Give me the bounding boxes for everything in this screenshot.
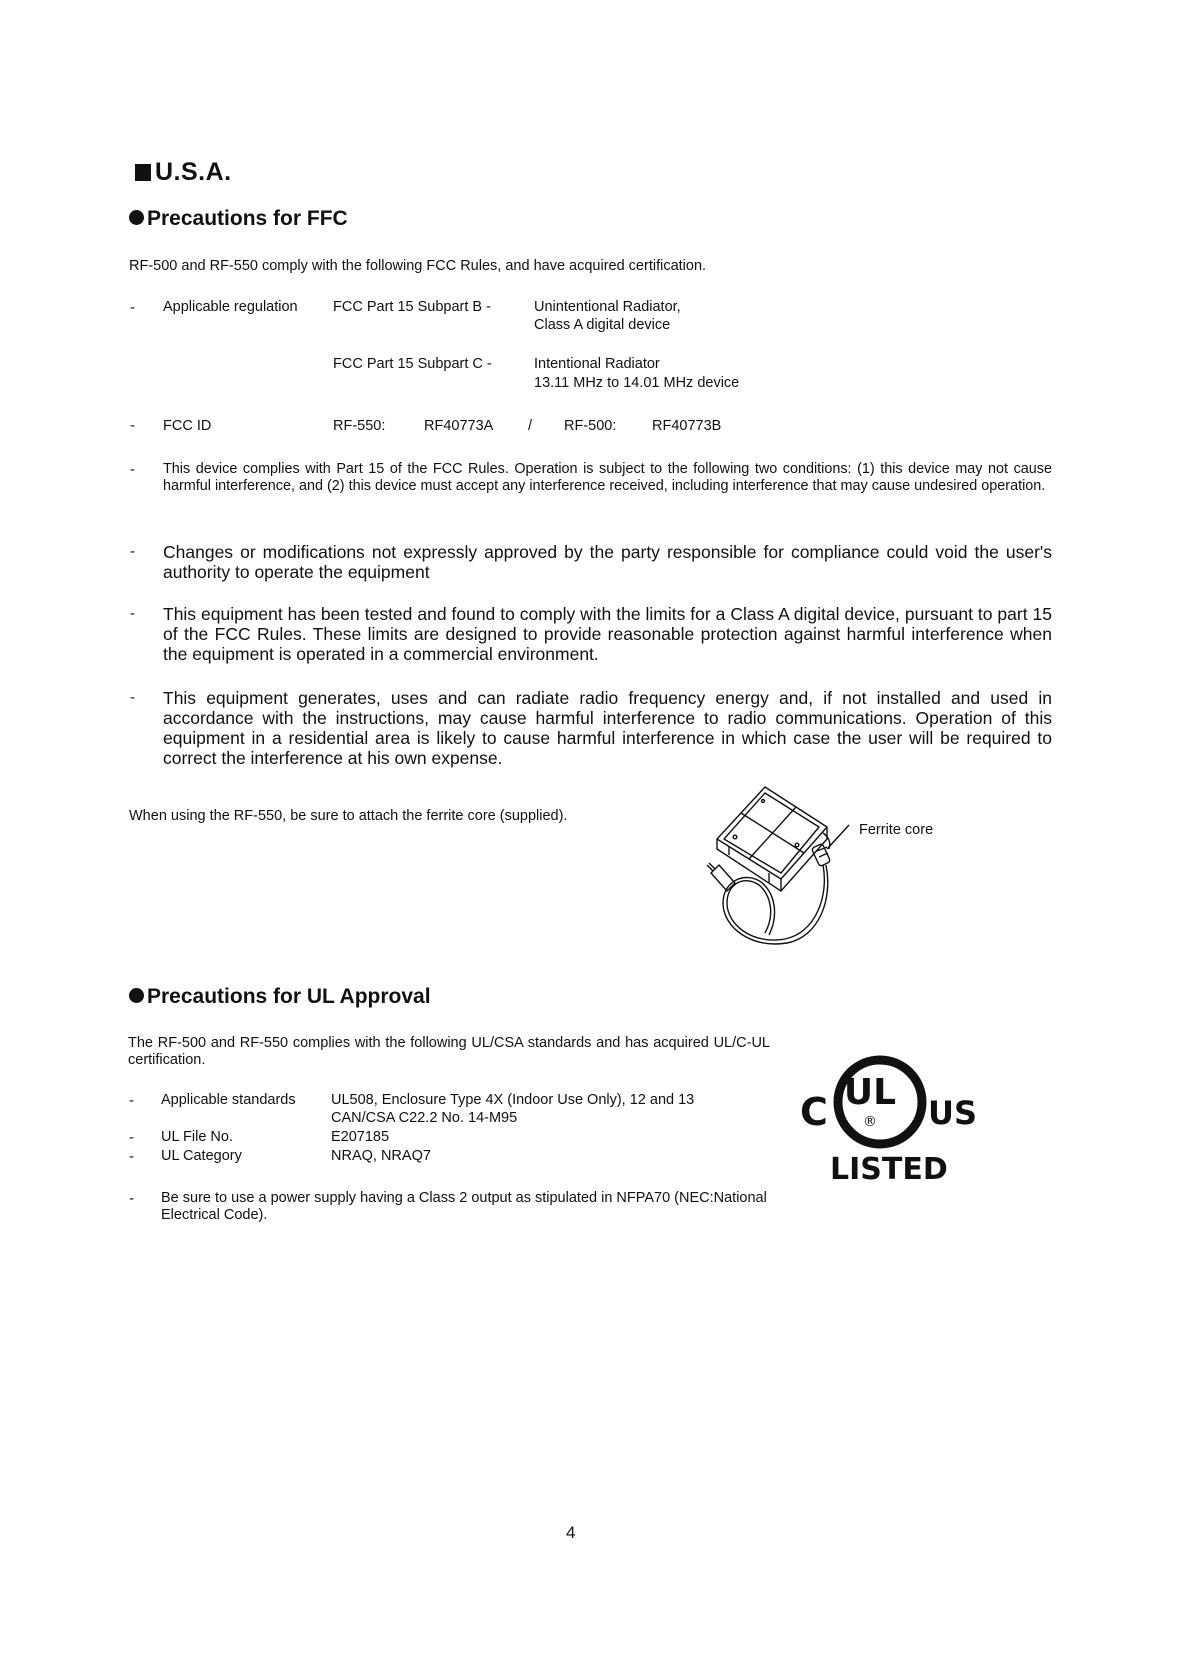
file-value: E207185 <box>331 1129 390 1145</box>
ferrite-note: When using the RF-550, be sure to attach the ferrite core (supplied). <box>129 808 568 824</box>
dash-bullet: - <box>130 543 135 560</box>
generates-paragraph: This equipment generates, uses and can radiate radio frequency energy and, if not installed and used in accordance with the instructions, may cause harmful interference to radio communications. Operation of this equipment in a residential area is likely to cause harmful interference in which case the user will be required to correct the interference at his own expense. <box>163 688 1052 768</box>
dash-bullet: - <box>129 1092 134 1109</box>
square-bullet-icon <box>135 164 151 181</box>
regulation-2-part: FCC Part 15 Subpart C - <box>333 356 492 372</box>
dash-bullet: - <box>130 689 135 706</box>
regulation-1-line1: Unintentional Radiator, <box>534 299 681 315</box>
region-heading: U.S.A. <box>135 158 232 187</box>
ferrite-core-illustration <box>705 785 905 995</box>
standards-line-1: UL508, Enclosure Type 4X (Indoor Use Only), 12 and 13 <box>331 1092 695 1108</box>
regulation-1-part: FCC Part 15 Subpart B - <box>333 299 491 315</box>
fccid-value-1: RF40773A <box>424 418 494 434</box>
ferrite-core-label: Ferrite core <box>859 822 934 838</box>
ul-intro: The RF-500 and RF-550 complies with the following UL/CSA standards and has acquired UL/C-UL certification. <box>128 1035 770 1068</box>
registered-mark: ® <box>863 1114 877 1130</box>
dash-bullet: - <box>130 299 135 316</box>
regulation-1-line2: Class A digital device <box>534 317 671 333</box>
regulation-2-line2: 13.11 MHz to 14.01 MHz device <box>534 375 740 391</box>
ul-heading: Precautions for UL Approval <box>129 985 431 1009</box>
fcc-heading: Precautions for FFC <box>129 207 348 231</box>
ul-mark-us: US <box>928 1094 978 1132</box>
changes-paragraph: Changes or modifications not expressly approved by the party responsible for compliance could void the user's authority to operate the equipment <box>163 542 1052 582</box>
regulation-label: Applicable regulation <box>163 299 298 315</box>
ul-mark-c: C <box>800 1090 828 1134</box>
standards-label: Applicable standards <box>161 1092 296 1108</box>
dash-bullet: - <box>130 461 135 478</box>
bullet-icon <box>129 988 144 1003</box>
dash-bullet: - <box>130 417 135 434</box>
fccid-model-1: RF-550: <box>333 418 386 434</box>
standards-line-2: CAN/CSA C22.2 No. 14-M95 <box>331 1110 518 1126</box>
fcc-intro: RF-500 and RF-550 comply with the following FCC Rules, and have acquired certification. <box>129 258 707 274</box>
ul-mark-listed: LISTED <box>830 1152 948 1187</box>
regulation-2-line1: Intentional Radiator <box>534 356 660 372</box>
ul-circle-icon <box>830 1052 930 1152</box>
dash-bullet: - <box>129 1148 134 1165</box>
fccid-model-2: RF-500: <box>564 418 617 434</box>
part15-paragraph: This device complies with Part 15 of the FCC Rules. Operation is subject to the following two conditions: (1) this device may not cause harmful interference, and (2) this device must accept any interference received, including interference that may cause undesired operation. <box>163 461 1052 494</box>
bullet-icon <box>129 210 144 225</box>
category-value: NRAQ, NRAQ7 <box>331 1148 431 1164</box>
tested-paragraph: This equipment has been tested and found to comply with the limits for a Class A digital device, pursuant to part 15 of the FCC Rules. These limits are designed to provide reasonable protection against harmful interference when the equipment is operated in a commercial environment. <box>163 604 1052 664</box>
fccid-value-2: RF40773B <box>652 418 722 434</box>
ul-mark-letters: UL <box>843 1072 897 1113</box>
fccid-separator: / <box>528 418 533 434</box>
file-label: UL File No. <box>161 1129 233 1145</box>
fccid-label: FCC ID <box>163 418 212 434</box>
dash-bullet: - <box>129 1190 134 1207</box>
cul-us-listed-mark <box>800 1052 980 1187</box>
page-number: 4 <box>566 1523 576 1542</box>
category-label: UL Category <box>161 1148 242 1164</box>
dash-bullet: - <box>129 1129 134 1146</box>
power-note: Be sure to use a power supply having a Class 2 output as stipulated in NFPA70 (NEC:National Electrical Code). <box>161 1190 767 1223</box>
dash-bullet: - <box>130 605 135 622</box>
